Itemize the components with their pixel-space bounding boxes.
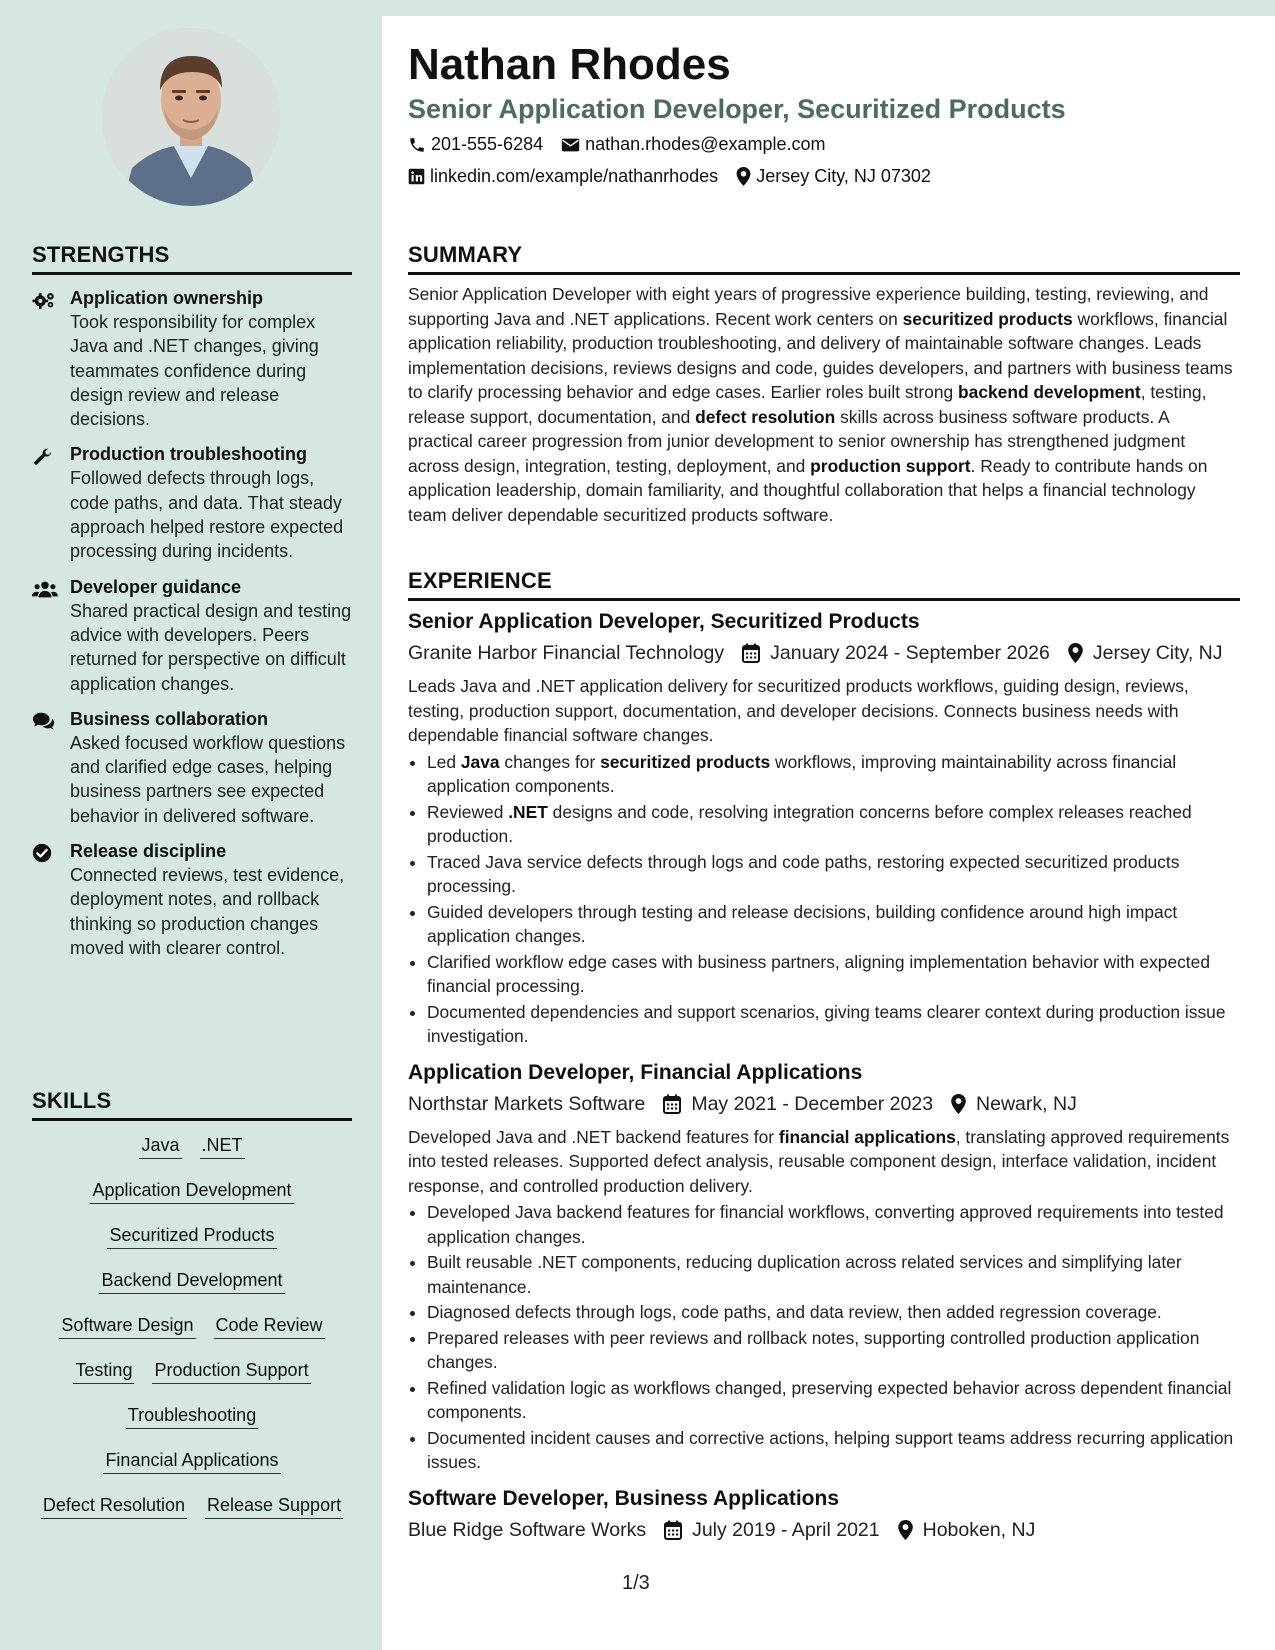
phone-contact[interactable] — [408, 134, 543, 155]
bullet-item — [427, 1250, 1240, 1299]
phone-icon — [408, 136, 426, 154]
company-name: Granite Harbor Financial Technology — [408, 642, 725, 664]
bullet-item — [427, 1376, 1240, 1425]
text-segment: skills across business software products. A practical career progression from junior development to senior ownership has strengthened judgment across design, integration, testing, deployment, and — [408, 406, 1186, 476]
company-name: Blue Ridge Software Works — [408, 1518, 647, 1541]
job-entry — [408, 608, 1240, 1049]
job-description — [408, 1125, 1240, 1199]
wrench-icon — [32, 443, 70, 563]
skills-heading: SKILLS — [32, 1088, 112, 1113]
skill-tag: Java — [139, 1133, 181, 1159]
strength-title: Release discipline — [70, 841, 227, 862]
bullet-item — [427, 900, 1240, 949]
contact-row-1 — [408, 134, 826, 155]
envelope-icon — [561, 137, 580, 153]
bullet-item — [427, 1300, 1240, 1325]
text-segment: workflows, financial application reliability, production troubleshooting, and delivery of maintainable software changes. Leads implementation decisions, reviews designs and code, guides developers, and partners with business teams to clarify processing behavior and edge cases. Earlier roles built strong — [408, 308, 1233, 402]
comments-icon — [32, 708, 70, 828]
job-entry — [408, 1485, 1240, 1545]
bullet-item — [427, 750, 1240, 799]
text-segment: Developed Java backend features for financial workflows, converting approved requirements into tested application changes. — [427, 1202, 1224, 1247]
summary-divider — [408, 272, 1240, 275]
skill-row — [32, 1178, 352, 1223]
text-segment: Refined validation logic as workflows changed, preserving expected behavior across dependent financial components. — [427, 1377, 1232, 1422]
strength-item — [32, 443, 352, 563]
skill-tag: Backend Development — [99, 1268, 284, 1294]
text-segment: designs and code, resolving integration concerns before complex releases reached production. — [427, 801, 1192, 846]
linkedin-icon — [408, 168, 425, 185]
strength-body — [70, 708, 352, 828]
skill-tag: Production Support — [152, 1358, 310, 1384]
bullet-item — [427, 1200, 1240, 1249]
job-entry — [408, 1059, 1240, 1475]
skill-tag: Testing — [73, 1358, 134, 1384]
job-location: Newark, NJ — [976, 1092, 1077, 1115]
text-segment: , translating approved requirements into tested releases. Supported defect analysis, reusable component design, interface validation, incident response, and controlled production delivery. — [408, 1126, 1230, 1196]
bullet-item — [427, 1426, 1240, 1475]
skill-tag: Troubleshooting — [126, 1403, 258, 1429]
strength-body — [70, 443, 352, 563]
calendar-icon — [742, 643, 760, 663]
strength-item — [32, 287, 352, 431]
strength-description: Shared practical design and testing advice with developers. Peers returned for perspective on difficult application changes. — [70, 600, 352, 694]
text-segment: Documented dependencies and support scenarios, giving teams clearer context during production issue investigation. — [427, 1001, 1226, 1046]
emphasis-text: backend development — [958, 382, 1141, 402]
strength-title: Application ownership — [70, 288, 264, 308]
map-pin-icon — [898, 1520, 913, 1540]
text-segment: Built reusable .NET components, reducing duplication across related services and simplifying later maintenance. — [427, 1252, 1182, 1297]
text-segment: Led — [427, 751, 461, 772]
strength-description: Connected reviews, test evidence, deployment notes, and rollback thinking so production changes moved with clearer control. — [70, 865, 345, 958]
calendar-icon — [663, 1094, 681, 1114]
job-bullets — [408, 750, 1240, 1049]
text-segment: Senior Application Developer with eight years of progressive experience building, testing, reviewing, and supporting Java and .NET applications. Recent work centers on — [408, 284, 1209, 329]
skill-row — [32, 1493, 352, 1538]
job-title: Senior Application Developer, Securitized Products — [408, 610, 920, 633]
text-segment: Developed Java and .NET backend features for — [408, 1126, 779, 1147]
text-segment: Guided developers through testing and release decisions, building confidence around high impact application changes. — [427, 901, 1178, 946]
linkedin-text: linkedin.com/example/nathanrhodes — [430, 166, 719, 186]
text-segment: Diagnosed defects through logs, code paths, and data review, then added regression coverage. — [427, 1302, 1162, 1322]
job-meta — [408, 1515, 1240, 1545]
text-segment: changes for — [499, 751, 601, 772]
strength-body — [70, 287, 352, 431]
job-location: Jersey City, NJ — [1092, 642, 1223, 664]
skill-row — [32, 1313, 352, 1358]
text-segment: Reviewed — [427, 801, 509, 822]
map-pin-icon — [736, 167, 751, 186]
job-location: Hoboken, NJ — [922, 1518, 1036, 1541]
emphasis-text: .NET — [508, 801, 548, 822]
emphasis-text: production support — [810, 455, 971, 476]
job-meta — [408, 638, 1240, 668]
company-name: Northstar Markets Software — [408, 1092, 646, 1115]
skill-tag: Securitized Products — [107, 1223, 276, 1249]
job-title: Application Developer, Financial Applications — [408, 1060, 863, 1084]
profile-photo — [102, 28, 280, 206]
strength-body — [70, 576, 352, 696]
phone-text: 201-555-6284 — [431, 134, 544, 154]
skill-tag: Code Review — [214, 1313, 325, 1339]
gears-icon — [32, 287, 70, 431]
emphasis-text: securitized products — [902, 308, 1073, 329]
job-dates: July 2019 - April 2021 — [692, 1518, 880, 1541]
strength-title: Business collaboration — [70, 708, 269, 729]
text-segment: Clarified workflow edge cases with business partners, aligning implementation behavior with expected financial processing. — [427, 951, 1210, 996]
experience-list — [408, 608, 1240, 1555]
bullet-item — [427, 950, 1240, 999]
strength-body — [70, 840, 352, 960]
map-pin-icon — [1068, 643, 1083, 663]
strength-description: Followed defects through logs, code paths, and data. That steady approach helped restore expected processing during incidents. — [70, 468, 344, 562]
job-bullets — [408, 1200, 1240, 1475]
job-dates: May 2021 - December 2023 — [691, 1092, 934, 1115]
summary-text — [408, 282, 1238, 527]
skill-tag: .NET — [200, 1133, 245, 1159]
strengths-divider — [32, 272, 352, 275]
bullet-item — [427, 1326, 1240, 1375]
headline: Senior Application Developer, Securitized Products — [408, 94, 1066, 124]
emphasis-text: securitized products — [600, 751, 771, 772]
text-segment: Traced Java service defects through logs and code paths, restoring expected securitized products processing. — [427, 851, 1180, 896]
text-segment: workflows, improving maintainability across financial application components. — [427, 751, 1177, 796]
skill-row — [32, 1223, 352, 1268]
strength-title: Developer guidance — [70, 576, 242, 597]
emphasis-text: Java — [460, 751, 500, 772]
strengths-list — [32, 287, 352, 972]
text-segment: , testing, release support, documentation, and — [408, 382, 1207, 427]
strength-item — [32, 576, 352, 696]
bullet-item — [427, 1000, 1240, 1049]
text-segment: Prepared releases with peer reviews and rollback notes, supporting controlled production application changes. — [427, 1327, 1200, 1372]
bullet-item — [427, 800, 1240, 849]
skill-tag: Application Development — [90, 1178, 293, 1204]
skill-row — [32, 1268, 352, 1313]
page-number: 1/3 — [622, 1572, 650, 1594]
job-dates: January 2024 - September 2026 — [770, 642, 1050, 664]
text-segment: Documented incident causes and corrective actions, helping support teams address recurring application issues. — [427, 1427, 1234, 1472]
experience-divider — [408, 598, 1240, 601]
person-name: Nathan Rhodes — [408, 40, 731, 89]
emphasis-text: financial applications — [778, 1126, 956, 1147]
bullet-item — [427, 850, 1240, 899]
email-text: nathan.rhodes@example.com — [585, 134, 826, 154]
location-text: Jersey City, NJ 07302 — [756, 166, 931, 186]
skill-tag: Defect Resolution — [41, 1493, 187, 1519]
calendar-icon — [664, 1520, 682, 1540]
strength-item — [32, 708, 352, 828]
skill-row — [32, 1403, 352, 1448]
job-title: Software Developer, Business Applications — [408, 1486, 840, 1510]
linkedin-contact[interactable] — [408, 166, 718, 187]
emphasis-text: defect resolution — [695, 406, 836, 427]
strength-title: Production troubleshooting — [70, 444, 307, 465]
skills-list — [32, 1133, 352, 1538]
skills-divider — [32, 1118, 352, 1121]
strengths-heading: STRENGTHS — [32, 242, 170, 267]
skill-tag: Release Support — [205, 1493, 343, 1519]
text-segment: . Ready to contribute hands on application leadership, domain familiarity, and thoughtful collaboration that helps a financial technology team deliver dependable securitized products software. — [408, 455, 1208, 525]
check-circle-icon — [32, 840, 70, 960]
skill-row — [32, 1133, 352, 1178]
strength-description: Took responsibility for complex Java and .NET changes, giving teammates confidence during design review and release decisions. — [70, 312, 319, 430]
skill-tag: Financial Applications — [103, 1448, 280, 1474]
strength-item — [32, 840, 352, 960]
job-meta — [408, 1089, 1240, 1119]
map-pin-icon — [951, 1094, 966, 1114]
skill-row — [32, 1358, 352, 1403]
location-contact — [736, 166, 931, 187]
skill-row — [32, 1448, 352, 1493]
users-icon — [32, 576, 70, 696]
strength-description: Asked focused workflow questions and clarified edge cases, helping business partners see expected behavior in delivered software. — [70, 732, 346, 826]
job-description — [408, 674, 1240, 748]
text-segment: Leads Java and .NET application delivery for securitized products workflows, guiding design, reviews, testing, production support, documentation, and developer decisions. Connects business needs with dependable financial software changes. — [408, 676, 1189, 745]
summary-heading: SUMMARY — [408, 242, 523, 267]
experience-heading: EXPERIENCE — [408, 568, 552, 593]
contact-row-2 — [408, 166, 931, 187]
skill-tag: Software Design — [59, 1313, 195, 1339]
email-contact[interactable] — [561, 134, 825, 155]
